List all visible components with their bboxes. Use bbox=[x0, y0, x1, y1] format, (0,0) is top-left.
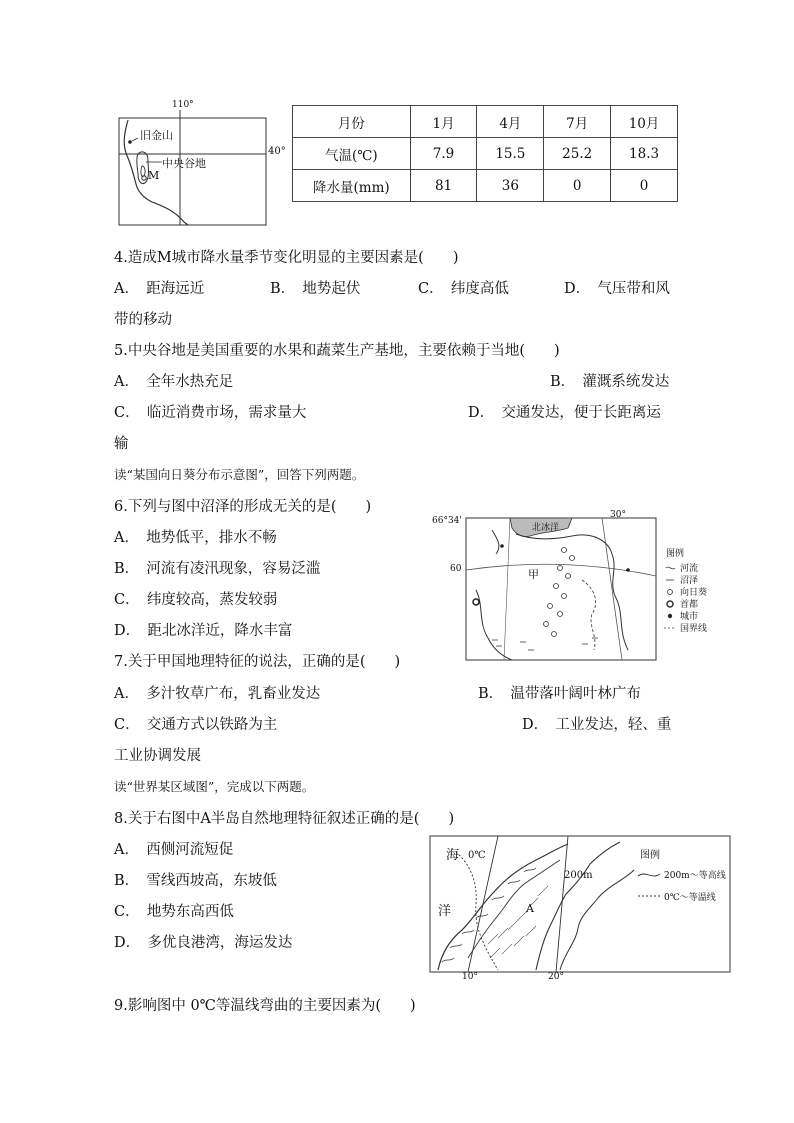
q5-option-a: A． 全年水热充足 bbox=[114, 374, 234, 390]
q4-option-a: A． 距海远近 bbox=[114, 281, 205, 297]
q5-option-d-cont: 输 bbox=[114, 436, 129, 452]
intro-sunflower: 读“某国向日葵分布示意图”，回答下列两题。 bbox=[114, 467, 365, 482]
table-cell: 0 bbox=[611, 170, 678, 202]
q6-option-a: A． 地势低平，排水不畅 bbox=[114, 530, 277, 546]
q5-option-b: B． 灌溉系统发达 bbox=[550, 374, 670, 390]
q7-option-b: B． 温带落叶阔叶林广布 bbox=[478, 686, 641, 702]
q8-option-d: D． 多优良港湾，海运发达 bbox=[114, 935, 293, 951]
q5-stem: 5.中央谷地是美国重要的水果和蔬菜生产基地，主要依赖于当地( ) bbox=[114, 343, 560, 359]
table-cell: 25.2 bbox=[544, 138, 611, 170]
table-header-cell: 4月 bbox=[477, 106, 544, 138]
map2-legend-item: 河流 bbox=[680, 564, 699, 574]
q6-option-b: B． 河流有凌汛现象，容易泛滥 bbox=[114, 561, 321, 577]
q5-option-c: C． 临近消费市场，需求量大 bbox=[114, 405, 307, 421]
intro-world-region: 读“世界某区域图”，完成以下两题。 bbox=[114, 779, 315, 794]
q7-option-d: D． 工业发达，轻、重 bbox=[522, 717, 672, 733]
table-cell: 15.5 bbox=[477, 138, 544, 170]
q4-option-d: D． 气压带和风 bbox=[564, 281, 670, 297]
q4-option-c: C． 纬度高低 bbox=[418, 281, 509, 297]
table-header-cell: 10月 bbox=[611, 106, 678, 138]
climate-table bbox=[292, 105, 678, 202]
map1-city-label: 旧金山 bbox=[140, 129, 173, 142]
q6-option-c: C． 纬度较高，蒸发较弱 bbox=[114, 592, 278, 608]
map2-country: 甲 bbox=[528, 568, 539, 581]
map1-valley-label: 中央谷地 bbox=[162, 157, 206, 170]
map2-lat1: 66°34' bbox=[432, 516, 462, 526]
q4-option-b: B． 地势起伏 bbox=[270, 281, 361, 297]
map3-a-label: A bbox=[526, 902, 534, 915]
q6-stem: 6.下列与图中沼泽的形成无关的是( ) bbox=[114, 499, 372, 515]
map3-legend-contour: 200m～等高线 bbox=[664, 871, 726, 881]
q8-option-a: A． 西侧河流短促 bbox=[114, 842, 234, 858]
table-cell: 气温(℃) bbox=[293, 138, 411, 170]
california-map bbox=[118, 100, 286, 226]
map1-lat-label: 40° bbox=[268, 146, 286, 157]
map3-legend-isotherm: 0℃～等温线 bbox=[664, 893, 716, 903]
table-cell: 81 bbox=[410, 170, 477, 202]
table-row bbox=[293, 138, 678, 170]
table-header-cell: 月份 bbox=[293, 106, 411, 138]
q8-stem: 8.关于右图中A半岛自然地理特征叙述正确的是( ) bbox=[114, 811, 455, 827]
q5-option-d: D． 交通发达，便于长距离运 bbox=[468, 405, 661, 421]
map3-lon2: 20° bbox=[548, 972, 564, 982]
table-cell: 18.3 bbox=[611, 138, 678, 170]
map3-legend-title: 图例 bbox=[640, 850, 660, 861]
q4-option-d-cont: 带的移动 bbox=[114, 312, 172, 328]
q9-stem: 9.影响图中 0℃等温线弯曲的主要因素为( ) bbox=[114, 998, 416, 1014]
map3-iso200: 200m bbox=[564, 870, 593, 881]
q8-option-c: C． 地势东高西低 bbox=[114, 904, 234, 920]
map2-lat2: 60 bbox=[450, 564, 462, 574]
map2-legend-item: 首都 bbox=[680, 600, 699, 610]
map2-legend-item: 城市 bbox=[680, 612, 699, 622]
q4-stem: 4.造成M城市降水量季节变化明显的主要因素是( ) bbox=[114, 250, 459, 266]
map1-m-label: M bbox=[148, 169, 160, 182]
map3-sea1: 海 bbox=[446, 848, 460, 863]
san-francisco-dot bbox=[128, 140, 132, 144]
map1-lon-label: 110° bbox=[172, 100, 194, 110]
scandinavia-map bbox=[428, 834, 748, 984]
map2-legend-title: 图例 bbox=[666, 549, 685, 559]
map2-sea: 北冰洋 bbox=[532, 523, 560, 533]
table-cell: 36 bbox=[477, 170, 544, 202]
table-cell: 降水量(mm) bbox=[293, 170, 411, 202]
q6-option-d: D． 距北冰洋近，降水丰富 bbox=[114, 623, 293, 639]
sunflower-map bbox=[432, 510, 732, 662]
map3-iso0: 0℃ bbox=[468, 850, 486, 861]
q7-option-a: A． 多汁牧草广布，乳畜业发达 bbox=[114, 686, 321, 702]
map2-legend-item: 沼泽 bbox=[680, 576, 699, 586]
table-header-cell: 7月 bbox=[544, 106, 611, 138]
q8-option-b: B． 雪线西坡高，东坡低 bbox=[114, 873, 277, 889]
q7-option-c: C． 交通方式以铁路为主 bbox=[114, 717, 278, 733]
map2-legend bbox=[664, 567, 676, 628]
map2-legend-item: 国界线 bbox=[680, 624, 708, 634]
map3-lon1: 10° bbox=[462, 972, 478, 982]
map2-lon1: 30° bbox=[610, 510, 626, 520]
q7-stem: 7.关于甲国地理特征的说法，正确的是( ) bbox=[114, 654, 401, 670]
map2-legend-item: 向日葵 bbox=[680, 588, 708, 598]
table-row bbox=[293, 170, 678, 202]
table-header-row bbox=[293, 106, 678, 138]
map3-sea2: 洋 bbox=[438, 904, 452, 919]
q7-option-d-cont: 工业协调发展 bbox=[114, 748, 201, 764]
table-cell: 0 bbox=[544, 170, 611, 202]
table-header-cell: 1月 bbox=[410, 106, 477, 138]
table-cell: 7.9 bbox=[410, 138, 477, 170]
